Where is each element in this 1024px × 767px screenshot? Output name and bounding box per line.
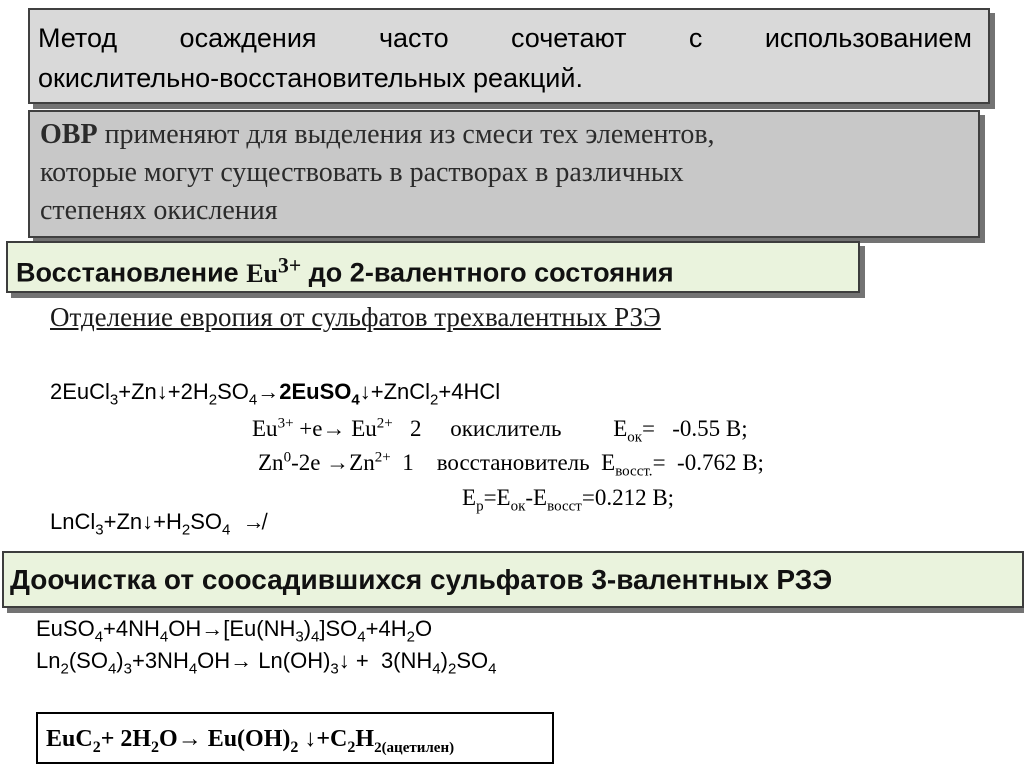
eq1-t3: SO: [217, 379, 249, 404]
half1-t3: 2 окислитель Е: [392, 416, 628, 441]
eq4-sub3: 3: [123, 660, 132, 678]
eq3-t5: ]SO: [319, 616, 358, 641]
eq5-sub2: 2: [151, 738, 160, 756]
half2-t2: -2e →Zn: [291, 450, 375, 475]
half2-sup1: 0: [283, 449, 292, 466]
half1-sup1: 3+: [277, 415, 294, 432]
eq1-product: [279, 379, 360, 409]
eq3-t6: +4H: [365, 616, 407, 641]
heading-reduction-part2: до 2-валентного состояния: [301, 257, 674, 288]
eq1-t1: 2EuCl: [50, 379, 110, 404]
eq2-t2: +Zn↓+H: [103, 509, 182, 534]
ep-t1: Е: [462, 485, 477, 510]
potential-difference: [462, 485, 675, 515]
ep-t4: =0.212 В;: [581, 485, 675, 510]
heading-reduction-eu: [246, 253, 302, 288]
eq3-sub4: 4: [311, 628, 320, 646]
eq3-sub1: 4: [94, 628, 104, 646]
eq4-t3: ): [116, 648, 124, 673]
eq1-sub1: 3: [109, 391, 119, 409]
subtitle: Отделение европия от сульфатов трехвалентных РЗЭ: [50, 302, 661, 332]
equation-carbide-box: [36, 712, 554, 764]
ep-sub2: ок: [510, 498, 526, 515]
eq3-t1: EuSO: [36, 616, 95, 641]
ep-t3: -Е: [525, 485, 548, 510]
eq2-t3: SO: [190, 509, 222, 534]
eq1-sub4: 4: [351, 391, 360, 409]
eq5-sub3: 2: [290, 738, 299, 756]
eq1-sub3: 4: [248, 391, 258, 409]
half1-t2: +e→ Eu: [293, 416, 377, 441]
eq3-sub5: 4: [357, 628, 366, 646]
half1-sub: ок: [627, 429, 643, 446]
half1-sup2: 2+: [376, 415, 393, 432]
redox-line-3: степенях окисления: [40, 195, 278, 226]
eq4-t7: ): [440, 648, 448, 673]
half2-t3: 1 восстановитель Е: [390, 450, 616, 475]
equation-eu-ammonia: [36, 616, 433, 646]
eq5-t1: EuC: [46, 726, 93, 752]
eq5-sub5: 2(ацетилен): [374, 739, 455, 756]
eq2-sub1: 3: [95, 521, 104, 539]
eq3-t4: ): [303, 616, 312, 641]
eq4-t1: Ln: [36, 648, 61, 673]
equation-eu-reduction: [50, 379, 501, 409]
eq3-t2: +4NH: [103, 616, 160, 641]
ep-sub1: р: [476, 498, 484, 515]
redox-line-1-text: применяют для выделения из смеси тех элементов,: [97, 119, 715, 150]
eq5-t2: + 2H: [100, 726, 152, 752]
eq5-t5: H: [355, 726, 375, 752]
heading-purification: Доочистка от соосадившихся сульфатов 3-валентных РЗЭ: [2, 551, 1024, 608]
eq2-sub3: 4: [222, 521, 231, 539]
heading-eu-charge: 3+: [278, 253, 302, 277]
eq4-sub1: 2: [60, 660, 69, 678]
eq4-sub4: 4: [188, 660, 198, 678]
eq1-t4: 2EuSO: [279, 379, 352, 404]
ep-sub3: восст: [547, 498, 582, 515]
eq4-t2: (SO: [68, 648, 108, 673]
eq4-t4: +3NH: [131, 648, 189, 673]
eq4-t6: ↓ + 3(NH: [338, 648, 433, 673]
eq3-sub3: 3: [295, 628, 304, 646]
eq3-sub2: 4: [159, 628, 169, 646]
eq3-sub6: 2: [406, 628, 415, 646]
half1-t1: Eu: [252, 416, 278, 441]
no-reaction-arrow-icon: ↛: [230, 509, 265, 534]
ep-t2: =Е: [483, 485, 511, 510]
eq5-t4: ↓+C: [298, 726, 348, 752]
eq3-t3: OH→[Eu(NH: [168, 616, 296, 641]
eq1-t6: +4HCl: [438, 379, 501, 404]
eq4-sub8: 4: [488, 660, 497, 678]
eq4-t8: SO: [456, 648, 489, 673]
eq1-t5: ↓+ZnCl: [359, 379, 431, 404]
eq1-arrow: →: [257, 379, 280, 404]
equation-ln-no-reaction: [50, 509, 265, 539]
redox-box: [28, 110, 980, 238]
half-reaction-reducer: [258, 449, 764, 480]
eq5-t3: O→ Eu(OH): [159, 726, 291, 752]
redox-line-2: которые могут существовать в растворах в различных: [40, 157, 684, 188]
eq5-sub1: 2: [92, 738, 101, 756]
half-reaction-oxidizer: [252, 415, 748, 446]
eq2-t1: LnCl: [50, 509, 96, 534]
eq1-t2: +Zn↓+2H: [118, 379, 209, 404]
half2-sub: восст.: [615, 463, 653, 480]
eq4-sub2: 4: [107, 660, 117, 678]
half2-sup2: 2+: [374, 449, 391, 466]
redox-abbr: ОВР: [40, 119, 98, 150]
intro-line-1: Метод осаждения часто сочетают с использованием: [38, 23, 972, 53]
eq4-t5: OH→ Ln(OH): [197, 648, 331, 673]
intro-line-2: окислительно-восстановительных реакций.: [38, 63, 583, 93]
heading-reduction-part1: Восстановление: [16, 257, 247, 288]
half1-t4: = -0.55 В;: [642, 416, 748, 441]
eq3-t7: O: [414, 616, 433, 641]
eq4-sub7: 2: [447, 660, 457, 678]
half2-t4: = -0.762 В;: [652, 450, 764, 475]
eq4-sub6: 4: [432, 660, 441, 678]
heading-reduction: [6, 241, 860, 293]
half2-t1: Zn: [258, 450, 284, 475]
heading-eu-symbol: Eu: [246, 258, 278, 288]
redox-line-1: [40, 116, 968, 154]
eq1-sub5: 2: [430, 391, 439, 409]
eq2-sub2: 2: [181, 521, 191, 539]
equation-ln-hydroxide: [36, 648, 497, 678]
eq5-sub4: 2: [347, 738, 356, 756]
intro-box: [28, 8, 990, 104]
eq4-sub5: 3: [330, 660, 339, 678]
eq1-sub2: 2: [208, 391, 218, 409]
